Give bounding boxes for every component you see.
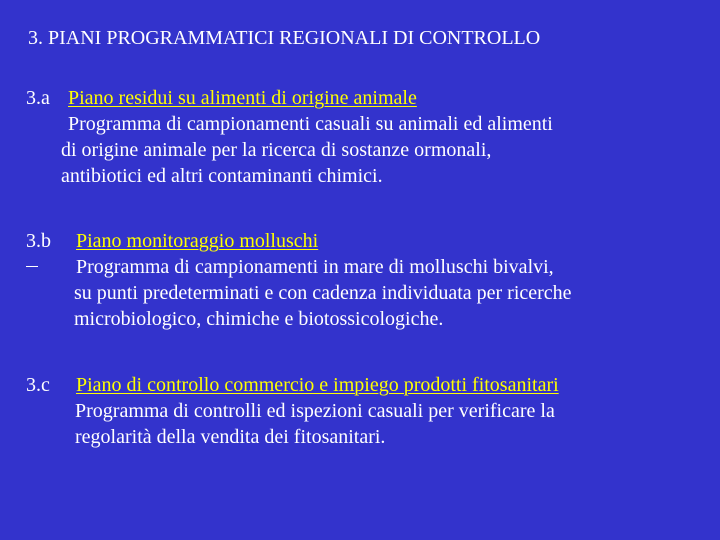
section-body-line: di origine animale per la ricerca di sostanze ormonali,	[61, 139, 492, 161]
section-heading-line	[26, 228, 572, 254]
section-3c	[26, 372, 559, 450]
bullet-dash	[26, 266, 38, 267]
section-heading: Piano di controllo commercio e impiego prodotti fitosanitari	[76, 374, 559, 396]
section-heading: Piano monitoraggio molluschi	[76, 230, 319, 252]
section-body-line: su punti predeterminati e con cadenza individuata per ricerche	[74, 282, 572, 304]
section-3b	[26, 228, 572, 332]
section-heading: Piano residui su alimenti di origine animale	[68, 87, 417, 109]
section-body-line: Programma di campionamenti casuali su animali ed alimenti	[68, 113, 553, 135]
section-number: 3.b	[26, 230, 51, 252]
section-body-line: microbiologico, chimiche e biotossicologiche.	[74, 308, 444, 330]
section-body-line: regolarità della vendita dei fitosanitari.	[75, 426, 386, 448]
section-heading-line	[26, 85, 553, 111]
section-body-line: antibiotici ed altri contaminanti chimici.	[61, 165, 383, 187]
section-body-line: Programma di campionamenti in mare di molluschi bivalvi,	[76, 256, 554, 278]
section-3a	[26, 85, 553, 189]
section-number: 3.a	[26, 87, 50, 109]
slide-title: 3. PIANI PROGRAMMATICI REGIONALI DI CONTROLLO	[28, 27, 541, 49]
section-heading-line	[26, 372, 559, 398]
section-body-line: Programma di controlli ed ispezioni casuali per verificare la	[75, 400, 555, 422]
section-number: 3.c	[26, 374, 50, 396]
